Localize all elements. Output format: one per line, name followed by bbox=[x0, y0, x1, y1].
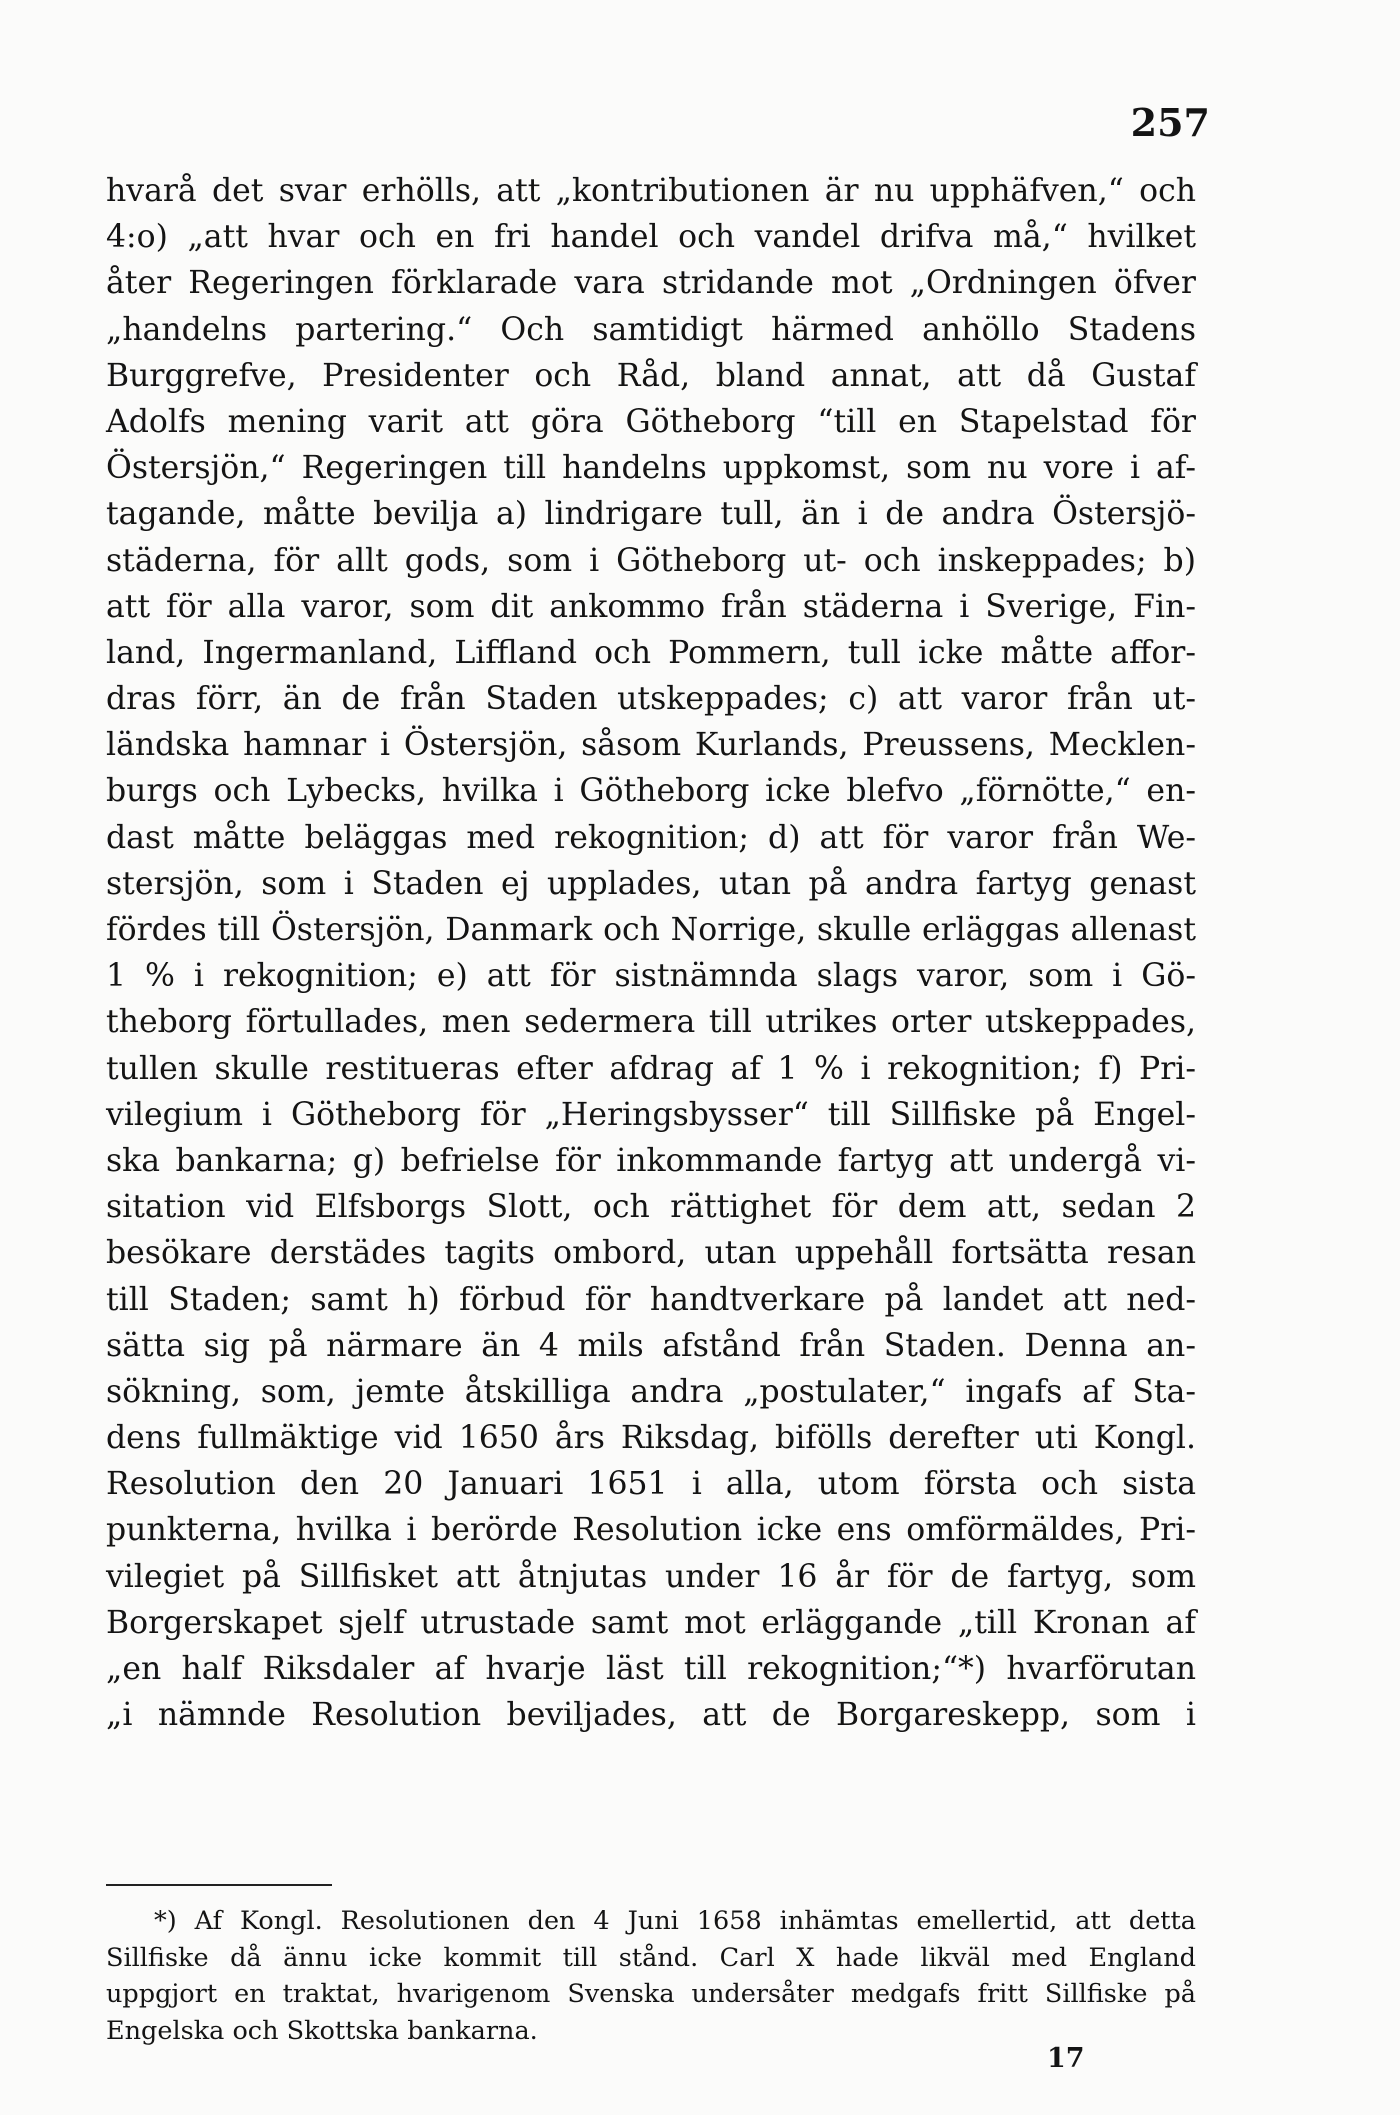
text-line: vilegiet på Sillfisket att åtnjutas under 16 år för de fartyg, som bbox=[106, 1558, 1196, 1595]
body-text bbox=[106, 168, 1196, 1738]
text-line: stersjön, som i Staden ej upplades, utan på andra fartyg genast bbox=[106, 865, 1196, 902]
text-line: Resolution den 20 Januari 1651 i alla, utom första och sista bbox=[106, 1466, 1196, 1503]
text-line: fördes till Östersjön, Danmark och Norrige, skulle erläggas allenast bbox=[106, 912, 1196, 948]
footnote-line: Sillfiske då ännu icke kommit till stånd. Carl X hade likväl med England bbox=[106, 1942, 1196, 1973]
text-line: Borgerskapet sjelf utrustade samt mot erläggande „till Kronan af bbox=[106, 1604, 1196, 1641]
text-line: Adolfs mening varit att göra Götheborg “till en Stapelstad för bbox=[106, 403, 1196, 440]
footnote-line: *) Af Kongl. Resolutionen den 4 Juni 1658 inhämtas emellertid, att detta bbox=[154, 1906, 1196, 1936]
text-line: dens fullmäktige vid 1650 års Riksdag, bifölls derefter uti Kongl. bbox=[106, 1420, 1196, 1457]
text-line: sökning, som, jemte åtskilliga andra „postulater,“ ingafs af Sta- bbox=[106, 1373, 1196, 1410]
text-line: land, Ingermanland, Liffland och Pommern, tull icke måtte affor- bbox=[106, 634, 1196, 671]
text-line: sitation vid Elfsborgs Slott, och rättighet för dem att, sedan 2 bbox=[106, 1189, 1196, 1226]
text-line: sätta sig på närmare än 4 mils afstånd från Staden. Denna an- bbox=[106, 1327, 1196, 1364]
text-line: åter Regeringen förklarade vara stridande mot „Ordningen öfver bbox=[106, 265, 1196, 302]
text-line: ska bankarna; g) befrielse för inkommande fartyg att undergå vi- bbox=[106, 1142, 1196, 1179]
text-line: „i nämnde Resolution beviljades, att de Borgareskepp, som i bbox=[106, 1697, 1196, 1734]
footnote-rule bbox=[106, 1884, 332, 1886]
text-line: „handelns partering.“ Och samtidigt härmed anhöllo Stadens bbox=[106, 311, 1196, 348]
text-line: 4:o) „att hvar och en fri handel och vandel drifva må,“ hvilket bbox=[106, 219, 1196, 256]
text-line: att för alla varor, som dit ankommo från städerna i Sverige, Fin- bbox=[106, 588, 1196, 625]
signature-mark: 17 bbox=[1047, 2043, 1085, 2074]
text-line: burgs och Lybecks, hvilka i Götheborg icke blefvo „förnötte,“ en- bbox=[106, 773, 1196, 810]
text-line: till Staden; samt h) förbud för handtverkare på landet att ned- bbox=[106, 1281, 1196, 1318]
text-line: dast måtte beläggas med rekognition; d) att för varor från We- bbox=[106, 819, 1196, 856]
text-line: besökare derstädes tagits ombord, utan uppehåll fortsätta resan bbox=[106, 1235, 1196, 1272]
text-line: punkterna, hvilka i berörde Resolution icke ens omförmäldes, Pri- bbox=[106, 1512, 1196, 1549]
footnote-line: Engelska och Skottska bankarna. bbox=[106, 2015, 538, 2046]
text-line: „en half Riksdaler af hvarje läst till rekognition;“*) hvarförutan bbox=[106, 1651, 1196, 1687]
page-number: 257 bbox=[1130, 100, 1210, 145]
footnote-line: uppgjort en traktat, hvarigenom Svenska undersåter medgafs fritt Sillfiske på bbox=[106, 1979, 1196, 2009]
text-line: vilegium i Götheborg för „Heringsbysser“ till Sillfiske på Engel- bbox=[106, 1096, 1196, 1133]
footnote bbox=[106, 1903, 1196, 2049]
text-line: Burggrefve, Presidenter och Råd, bland annat, att då Gustaf bbox=[106, 357, 1196, 394]
text-line: städerna, för allt gods, som i Götheborg ut- och inskeppades; b) bbox=[106, 542, 1196, 579]
text-line: hvarå det svar erhölls, att „kontributionen är nu upphäfven,“ och bbox=[106, 173, 1196, 209]
text-line: dras förr, än de från Staden utskeppades; c) att varor från ut- bbox=[106, 681, 1196, 718]
text-line: theborg förtullades, men sedermera till utrikes orter utskeppades, bbox=[106, 1004, 1196, 1041]
text-line: Östersjön,“ Regeringen till handelns uppkomst, som nu vore i af- bbox=[106, 450, 1196, 487]
text-line: tagande, måtte bevilja a) lindrigare tull, än i de andra Östersjö- bbox=[106, 496, 1196, 533]
text-line: tullen skulle restitueras efter afdrag af 1 % i rekognition; f) Pri- bbox=[106, 1050, 1196, 1087]
text-line: ländska hamnar i Östersjön, såsom Kurlands, Preussens, Mecklen- bbox=[106, 727, 1196, 764]
text-line: 1 % i rekognition; e) att för sistnämnda slags varor, som i Gö- bbox=[106, 958, 1196, 995]
